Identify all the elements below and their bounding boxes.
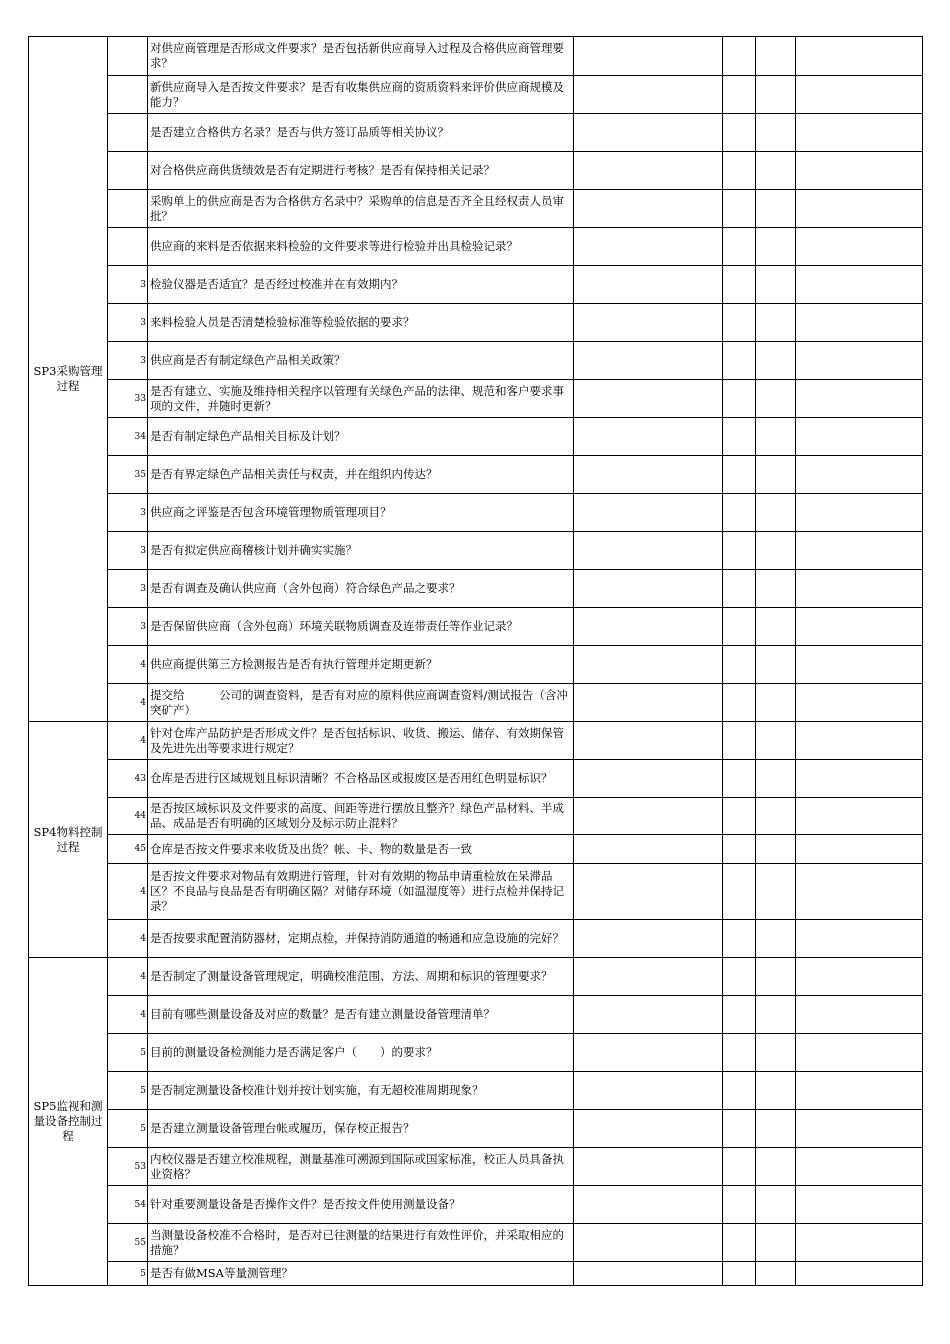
checklist-row xyxy=(29,864,923,920)
checklist-row xyxy=(29,1224,923,1262)
remark-cell[interactable] xyxy=(796,456,923,494)
remark-cell[interactable] xyxy=(796,864,923,920)
question-cell: 对供应商管理是否形成文件要求？是否包括新供应商导入过程及合格供应商管理要求？ xyxy=(148,37,574,76)
item-number-cell: 43 xyxy=(108,760,148,798)
checklist-row xyxy=(29,722,923,760)
question-cell: 来料检验人员是否清楚检验标准等检验依据的要求？ xyxy=(148,304,574,342)
check-cell-2[interactable] xyxy=(756,646,796,684)
remark-cell[interactable] xyxy=(796,1186,923,1224)
check-cell-1[interactable] xyxy=(723,266,756,304)
evidence-cell[interactable] xyxy=(574,760,723,798)
evidence-cell[interactable] xyxy=(574,456,723,494)
check-cell-1[interactable] xyxy=(723,494,756,532)
check-cell-2[interactable] xyxy=(756,1072,796,1110)
question-cell: 是否有界定绿色产品相关责任与权责，并在组织内传达？ xyxy=(148,456,574,494)
question-cell: 供应商提供第三方检测报告是否有执行管理并定期更新？ xyxy=(148,646,574,684)
item-number-cell: 45 xyxy=(108,835,148,864)
check-cell-2[interactable] xyxy=(756,1224,796,1262)
remark-cell[interactable] xyxy=(796,798,923,835)
check-cell-2[interactable] xyxy=(756,1148,796,1186)
evidence-cell[interactable] xyxy=(574,864,723,920)
question-cell: 是否按文件要求对物品有效期进行管理，针对有效期的物品申请重检放在呆滞品区？不良品与良品是否有明确区隔？对储存环境（如温湿度等）进行点检并保持记录？ xyxy=(148,864,574,920)
remark-cell[interactable] xyxy=(796,958,923,996)
item-number-cell: 3 xyxy=(108,266,148,304)
remark-cell[interactable] xyxy=(796,760,923,798)
evidence-cell[interactable] xyxy=(574,380,723,418)
check-cell-2[interactable] xyxy=(756,342,796,380)
item-number-cell xyxy=(108,190,148,228)
remark-cell[interactable] xyxy=(796,76,923,114)
checklist-row xyxy=(29,266,923,304)
evidence-cell[interactable] xyxy=(574,532,723,570)
check-cell-1[interactable] xyxy=(723,920,756,958)
check-cell-2[interactable] xyxy=(756,1110,796,1148)
check-cell-2[interactable] xyxy=(756,798,796,835)
check-cell-1[interactable] xyxy=(723,760,756,798)
check-cell-1[interactable] xyxy=(723,798,756,835)
item-number-cell xyxy=(108,76,148,114)
checklist-row xyxy=(29,342,923,380)
check-cell-1[interactable] xyxy=(723,570,756,608)
checklist-row xyxy=(29,228,923,266)
check-cell-2[interactable] xyxy=(756,570,796,608)
evidence-cell[interactable] xyxy=(574,1072,723,1110)
evidence-cell[interactable] xyxy=(574,1262,723,1286)
question-cell: 针对仓库产品防护是否形成文件？是否包括标识、收货、搬运、储存、有效期保管及先进先出等要求进行规定？ xyxy=(148,722,574,760)
evidence-cell[interactable] xyxy=(574,920,723,958)
evidence-cell[interactable] xyxy=(574,798,723,835)
check-cell-2[interactable] xyxy=(756,684,796,722)
checklist-row xyxy=(29,190,923,228)
question-cell: 目前的测量设备检测能力是否满足客户（ ）的要求？ xyxy=(148,1034,574,1072)
question-cell: 是否制定测量设备校准计划并按计划实施，有无超校准周期现象？ xyxy=(148,1072,574,1110)
remark-cell[interactable] xyxy=(796,37,923,76)
remark-cell[interactable] xyxy=(796,494,923,532)
checklist-row xyxy=(29,76,923,114)
remark-cell[interactable] xyxy=(796,1224,923,1262)
item-number-cell xyxy=(108,37,148,76)
remark-cell[interactable] xyxy=(796,608,923,646)
check-cell-1[interactable] xyxy=(723,646,756,684)
item-number-cell: 3 xyxy=(108,342,148,380)
remark-cell[interactable] xyxy=(796,266,923,304)
evidence-cell[interactable] xyxy=(574,608,723,646)
question-cell: 检验仪器是否适宜？是否经过校准并在有效期内？ xyxy=(148,266,574,304)
remark-cell[interactable] xyxy=(796,380,923,418)
process-name-cell: SP3采购管理过程 xyxy=(29,37,108,722)
item-number-cell xyxy=(108,152,148,190)
check-cell-1[interactable] xyxy=(723,864,756,920)
check-cell-2[interactable] xyxy=(756,532,796,570)
question-cell: 是否建立合格供方名录？是否与供方签订品质等相关协议？ xyxy=(148,114,574,152)
check-cell-1[interactable] xyxy=(723,722,756,760)
evidence-cell[interactable] xyxy=(574,76,723,114)
remark-cell[interactable] xyxy=(796,1148,923,1186)
remark-cell[interactable] xyxy=(796,722,923,760)
check-cell-2[interactable] xyxy=(756,494,796,532)
evidence-cell[interactable] xyxy=(574,342,723,380)
checklist-row xyxy=(29,494,923,532)
evidence-cell[interactable] xyxy=(574,1224,723,1262)
evidence-cell[interactable] xyxy=(574,958,723,996)
check-cell-1[interactable] xyxy=(723,190,756,228)
checklist-row xyxy=(29,1262,923,1286)
question-cell: 是否建立测量设备管理台帐或履历，保存校正报告？ xyxy=(148,1110,574,1148)
evidence-cell[interactable] xyxy=(574,228,723,266)
evidence-cell[interactable] xyxy=(574,996,723,1034)
item-number-cell: 34 xyxy=(108,418,148,456)
item-number-cell: 5 xyxy=(108,1072,148,1110)
check-cell-2[interactable] xyxy=(756,76,796,114)
question-cell: 仓库是否进行区域规划且标识清晰？不合格品区或报废区是否用红色明显标识？ xyxy=(148,760,574,798)
process-name-cell: SP4物料控制过程 xyxy=(29,722,108,958)
remark-cell[interactable] xyxy=(796,228,923,266)
remark-cell[interactable] xyxy=(796,835,923,864)
checklist-body xyxy=(29,37,923,1286)
question-cell: 是否有拟定供应商稽核计划并确实实施？ xyxy=(148,532,574,570)
check-cell-1[interactable] xyxy=(723,152,756,190)
remark-cell[interactable] xyxy=(796,304,923,342)
check-cell-2[interactable] xyxy=(756,1186,796,1224)
question-cell: 当测量设备校准不合格时，是否对已往测量的结果进行有效性评价，并采取相应的措施？ xyxy=(148,1224,574,1262)
checklist-row xyxy=(29,760,923,798)
checklist-row xyxy=(29,996,923,1034)
check-cell-1[interactable] xyxy=(723,996,756,1034)
evidence-cell[interactable] xyxy=(574,1110,723,1148)
checklist-row xyxy=(29,304,923,342)
item-number-cell: 4 xyxy=(108,958,148,996)
check-cell-1[interactable] xyxy=(723,456,756,494)
check-cell-2[interactable] xyxy=(756,152,796,190)
check-cell-2[interactable] xyxy=(756,418,796,456)
question-cell: 是否有建立、实施及维持相关程序以管理有关绿色产品的法律、规范和客户要求事项的文件，并随时更新？ xyxy=(148,380,574,418)
item-number-cell xyxy=(108,228,148,266)
evidence-cell[interactable] xyxy=(574,114,723,152)
check-cell-2[interactable] xyxy=(756,456,796,494)
question-cell: 供应商的来料是否依据来料检验的文件要求等进行检验并出具检验记录？ xyxy=(148,228,574,266)
checklist-row xyxy=(29,532,923,570)
evidence-cell[interactable] xyxy=(574,304,723,342)
checklist-row xyxy=(29,1034,923,1072)
remark-cell[interactable] xyxy=(796,1110,923,1148)
item-number-cell: 4 xyxy=(108,646,148,684)
checklist-row xyxy=(29,456,923,494)
checklist-row xyxy=(29,152,923,190)
check-cell-2[interactable] xyxy=(756,190,796,228)
checklist-row xyxy=(29,608,923,646)
check-cell-1[interactable] xyxy=(723,835,756,864)
checklist-row xyxy=(29,1110,923,1148)
remark-cell[interactable] xyxy=(796,570,923,608)
check-cell-1[interactable] xyxy=(723,1110,756,1148)
checklist-row xyxy=(29,684,923,722)
check-cell-2[interactable] xyxy=(756,722,796,760)
question-cell: 提交给 公司的调查资料，是否有对应的原料供应商调查资料/测试报告（含冲突矿产） xyxy=(148,684,574,722)
remark-cell[interactable] xyxy=(796,1034,923,1072)
question-cell: 是否按区域标识及文件要求的高度、间距等进行摆放且整齐？绿色产品材料、半成品、成品是否有明确的区域划分及标示防止混料？ xyxy=(148,798,574,835)
check-cell-1[interactable] xyxy=(723,342,756,380)
item-number-cell: 3 xyxy=(108,608,148,646)
remark-cell[interactable] xyxy=(796,1072,923,1110)
checklist-row xyxy=(29,380,923,418)
evidence-cell[interactable] xyxy=(574,1186,723,1224)
check-cell-2[interactable] xyxy=(756,835,796,864)
check-cell-2[interactable] xyxy=(756,608,796,646)
check-cell-2[interactable] xyxy=(756,114,796,152)
check-cell-2[interactable] xyxy=(756,760,796,798)
item-number-cell: 53 xyxy=(108,1148,148,1186)
item-number-cell: 3 xyxy=(108,494,148,532)
evidence-cell[interactable] xyxy=(574,152,723,190)
evidence-cell[interactable] xyxy=(574,190,723,228)
checklist-row xyxy=(29,1148,923,1186)
item-number-cell: 4 xyxy=(108,684,148,722)
question-cell: 仓库是否按文件要求来收货及出货？帐、卡、物的数量是否一致 xyxy=(148,835,574,864)
question-cell: 是否保留供应商（含外包商）环境关联物质调查及连带责任等作业记录？ xyxy=(148,608,574,646)
check-cell-1[interactable] xyxy=(723,380,756,418)
item-number-cell: 4 xyxy=(108,864,148,920)
check-cell-1[interactable] xyxy=(723,228,756,266)
check-cell-2[interactable] xyxy=(756,304,796,342)
evidence-cell[interactable] xyxy=(574,646,723,684)
question-cell: 新供应商导入是否按文件要求？是否有收集供应商的资质资料来评价供应商规模及能力？ xyxy=(148,76,574,114)
question-cell: 对合格供应商供货绩效是否有定期进行考核？是否有保持相关记录？ xyxy=(148,152,574,190)
check-cell-2[interactable] xyxy=(756,996,796,1034)
check-cell-1[interactable] xyxy=(723,304,756,342)
question-cell: 是否有制定绿色产品相关目标及计划？ xyxy=(148,418,574,456)
process-name-cell: SP5监视和测量设备控制过程 xyxy=(29,958,108,1286)
check-cell-2[interactable] xyxy=(756,228,796,266)
check-cell-1[interactable] xyxy=(723,1034,756,1072)
check-cell-1[interactable] xyxy=(723,1072,756,1110)
item-number-cell: 3 xyxy=(108,570,148,608)
remark-cell[interactable] xyxy=(796,114,923,152)
item-number-cell: 44 xyxy=(108,798,148,835)
evidence-cell[interactable] xyxy=(574,494,723,532)
question-cell: 针对重要测量设备是否操作文件？是否按文件使用测量设备？ xyxy=(148,1186,574,1224)
check-cell-2[interactable] xyxy=(756,958,796,996)
checklist-row xyxy=(29,114,923,152)
question-cell: 是否有做MSA等量测管理？ xyxy=(148,1262,574,1286)
check-cell-2[interactable] xyxy=(756,1034,796,1072)
check-cell-1[interactable] xyxy=(723,1224,756,1262)
check-cell-2[interactable] xyxy=(756,864,796,920)
remark-cell[interactable] xyxy=(796,646,923,684)
item-number-cell: 3 xyxy=(108,304,148,342)
checklist-row xyxy=(29,570,923,608)
check-cell-1[interactable] xyxy=(723,114,756,152)
checklist-row xyxy=(29,418,923,456)
check-cell-1[interactable] xyxy=(723,684,756,722)
item-number-cell: 55 xyxy=(108,1224,148,1262)
remark-cell[interactable] xyxy=(796,1262,923,1286)
evidence-cell[interactable] xyxy=(574,722,723,760)
item-number-cell: 4 xyxy=(108,996,148,1034)
remark-cell[interactable] xyxy=(796,342,923,380)
evidence-cell[interactable] xyxy=(574,570,723,608)
checklist-row xyxy=(29,646,923,684)
item-number-cell: 33 xyxy=(108,380,148,418)
evidence-cell[interactable] xyxy=(574,1034,723,1072)
check-cell-1[interactable] xyxy=(723,1262,756,1286)
item-number-cell: 5 xyxy=(108,1110,148,1148)
checklist-row xyxy=(29,798,923,835)
checklist-row xyxy=(29,1186,923,1224)
item-number-cell: 5 xyxy=(108,1034,148,1072)
question-cell: 供应商之评鉴是否包含环境管理物质管理项目？ xyxy=(148,494,574,532)
evidence-cell[interactable] xyxy=(574,418,723,456)
checklist-row xyxy=(29,920,923,958)
remark-cell[interactable] xyxy=(796,996,923,1034)
remark-cell[interactable] xyxy=(796,920,923,958)
remark-cell[interactable] xyxy=(796,152,923,190)
audit-checklist-table xyxy=(28,36,923,1286)
item-number-cell: 54 xyxy=(108,1186,148,1224)
check-cell-1[interactable] xyxy=(723,958,756,996)
question-cell: 是否制定了测量设备管理规定，明确校准范围、方法、周期和标识的管理要求？ xyxy=(148,958,574,996)
check-cell-1[interactable] xyxy=(723,532,756,570)
item-number-cell: 4 xyxy=(108,920,148,958)
checklist-row xyxy=(29,835,923,864)
check-cell-1[interactable] xyxy=(723,1148,756,1186)
question-cell: 是否按要求配置消防器材，定期点检，并保持消防通道的畅通和应急设施的完好？ xyxy=(148,920,574,958)
checklist-row xyxy=(29,1072,923,1110)
check-cell-2[interactable] xyxy=(756,1262,796,1286)
check-cell-1[interactable] xyxy=(723,608,756,646)
item-number-cell: 3 xyxy=(108,532,148,570)
checklist-row xyxy=(29,958,923,996)
checklist-row xyxy=(29,37,923,76)
check-cell-1[interactable] xyxy=(723,76,756,114)
remark-cell[interactable] xyxy=(796,684,923,722)
evidence-cell[interactable] xyxy=(574,37,723,76)
evidence-cell[interactable] xyxy=(574,266,723,304)
check-cell-2[interactable] xyxy=(756,920,796,958)
remark-cell[interactable] xyxy=(796,418,923,456)
question-cell: 内校仪器是否建立校准规程，测量基准可溯源到国际或国家标准，校正人员具备执业资格？ xyxy=(148,1148,574,1186)
remark-cell[interactable] xyxy=(796,190,923,228)
item-number-cell xyxy=(108,114,148,152)
item-number-cell: 35 xyxy=(108,456,148,494)
evidence-cell[interactable] xyxy=(574,684,723,722)
item-number-cell: 5 xyxy=(108,1262,148,1286)
check-cell-1[interactable] xyxy=(723,418,756,456)
question-cell: 采购单上的供应商是否为合格供方名录中？采购单的信息是否齐全且经权责人员审批？ xyxy=(148,190,574,228)
check-cell-2[interactable] xyxy=(756,37,796,76)
question-cell: 是否有调查及确认供应商（含外包商）符合绿色产品之要求？ xyxy=(148,570,574,608)
check-cell-1[interactable] xyxy=(723,37,756,76)
check-cell-2[interactable] xyxy=(756,266,796,304)
remark-cell[interactable] xyxy=(796,532,923,570)
check-cell-2[interactable] xyxy=(756,380,796,418)
check-cell-1[interactable] xyxy=(723,1186,756,1224)
question-cell: 供应商是否有制定绿色产品相关政策？ xyxy=(148,342,574,380)
item-number-cell: 4 xyxy=(108,722,148,760)
evidence-cell[interactable] xyxy=(574,1148,723,1186)
question-cell: 目前有哪些测量设备及对应的数量？是否有建立测量设备管理清单？ xyxy=(148,996,574,1034)
evidence-cell[interactable] xyxy=(574,835,723,864)
